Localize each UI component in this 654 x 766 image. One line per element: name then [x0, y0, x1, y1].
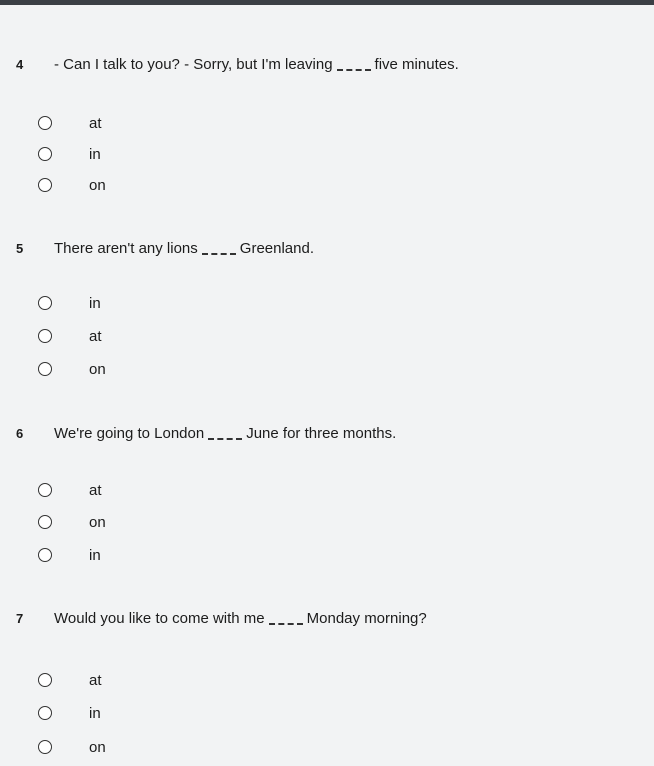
question-text-after: Monday morning?: [306, 609, 427, 627]
top-bar: [0, 0, 654, 5]
radio-button-icon[interactable]: [38, 116, 52, 130]
option-radio[interactable]: [38, 669, 102, 691]
question-text-after: Greenland.: [239, 239, 314, 257]
answer-blank: [208, 426, 242, 440]
option-radio[interactable]: [38, 325, 102, 347]
radio-button-icon[interactable]: [38, 329, 52, 343]
answer-blank: [202, 241, 236, 255]
option-radio[interactable]: [38, 358, 106, 380]
radio-button-icon[interactable]: [38, 706, 52, 720]
question-number: 4: [16, 56, 24, 72]
question-text-before: - Can I talk to you? - Sorry, but I'm leaving: [54, 55, 333, 73]
question-number: 5: [16, 240, 24, 256]
option-radio[interactable]: [38, 174, 106, 196]
option-radio[interactable]: [38, 479, 102, 501]
option-radio[interactable]: [38, 544, 101, 566]
option-radio[interactable]: [38, 112, 102, 134]
option-radio[interactable]: [38, 702, 101, 724]
radio-button-icon[interactable]: [38, 483, 52, 497]
option-label: in: [89, 546, 101, 564]
question-text: [16, 237, 314, 259]
option-radio[interactable]: [38, 143, 101, 165]
question-text-before: We're going to London: [54, 424, 205, 442]
question-text: [16, 607, 427, 629]
answer-blank: [269, 611, 303, 625]
option-label: at: [89, 481, 102, 499]
radio-button-icon[interactable]: [38, 296, 52, 310]
radio-button-icon[interactable]: [38, 362, 52, 376]
option-label: on: [89, 738, 106, 756]
question-text: [16, 53, 459, 75]
option-label: in: [89, 294, 101, 312]
question-text-before: There aren't any lions: [54, 239, 198, 257]
option-label: on: [89, 176, 106, 194]
option-radio[interactable]: [38, 292, 101, 314]
option-label: at: [89, 671, 102, 689]
option-label: at: [89, 114, 102, 132]
question-number: 6: [16, 425, 24, 441]
radio-button-icon[interactable]: [38, 673, 52, 687]
option-label: in: [89, 704, 101, 722]
radio-button-icon[interactable]: [38, 515, 52, 529]
question-text-after: five minutes.: [374, 55, 459, 73]
question-text: [16, 422, 396, 444]
radio-button-icon[interactable]: [38, 548, 52, 562]
answer-blank: [337, 57, 371, 71]
radio-button-icon[interactable]: [38, 147, 52, 161]
option-radio[interactable]: [38, 736, 106, 758]
option-radio[interactable]: [38, 511, 106, 533]
option-label: at: [89, 327, 102, 345]
option-label: on: [89, 360, 106, 378]
question-number: 7: [16, 610, 24, 626]
option-label: in: [89, 145, 101, 163]
option-label: on: [89, 513, 106, 531]
question-text-after: June for three months.: [246, 424, 397, 442]
radio-button-icon[interactable]: [38, 178, 52, 192]
question-text-before: Would you like to come with me: [54, 609, 265, 627]
radio-button-icon[interactable]: [38, 740, 52, 754]
